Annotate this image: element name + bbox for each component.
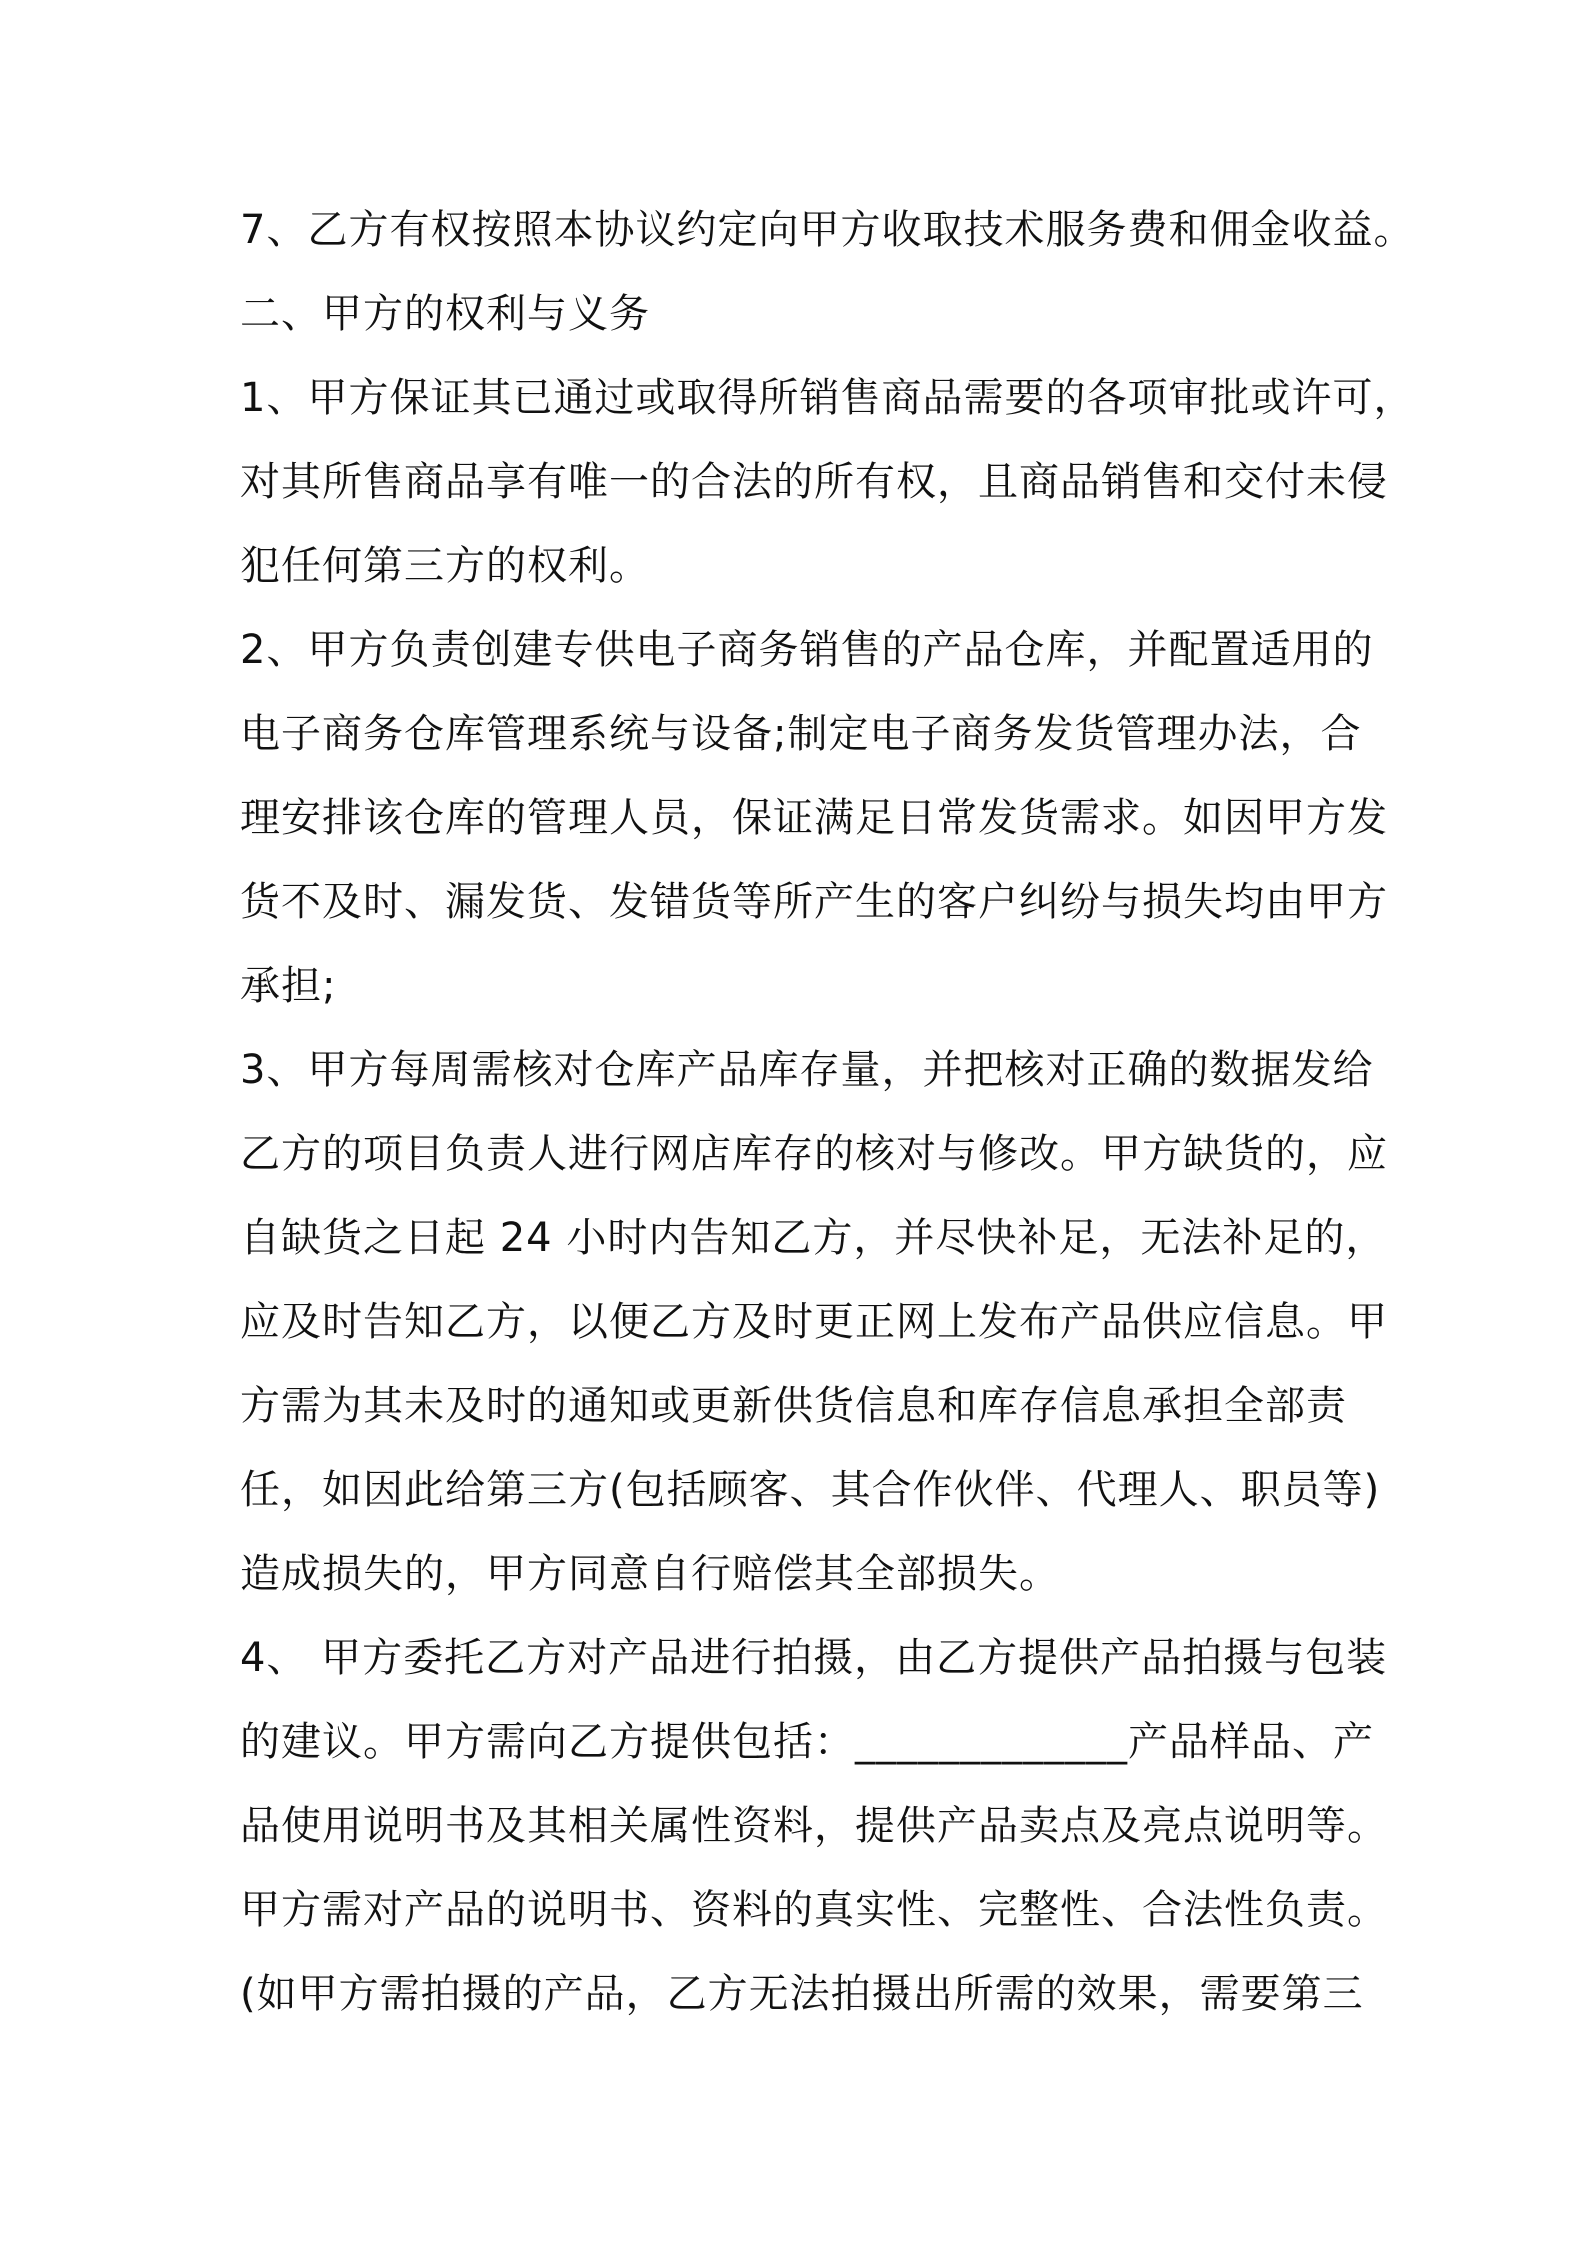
text-line: 方需为其未及时的通知或更新供货信息和库存信息承担全部责 (240, 1383, 1347, 1429)
section-heading: 二、甲方的权利与义务 (240, 291, 650, 337)
text-line: 对其所售商品享有唯一的合法的所有权，且商品销售和交付未侵 (240, 459, 1388, 505)
text-line: 1、甲方保证其已通过或取得所销售商品需要的各项审批或许可， (240, 375, 1415, 421)
document-body (240, 188, 1415, 2036)
text-line: 2、甲方负责创建专供电子商务销售的产品仓库，并配置适用的 (240, 627, 1374, 673)
text-line: 犯任何第三方的权利。 (240, 543, 650, 589)
text-line: 货不及时、漏发货、发错货等所产生的客户纠纷与损失均由甲方 (240, 879, 1388, 925)
text-line: 品使用说明书及其相关属性资料，提供产品卖点及亮点说明等。 (240, 1803, 1388, 1849)
text-line: 4、 甲方委托乙方对产品进行拍摄，由乙方提供产品拍摄与包装 (240, 1635, 1388, 1681)
text-line: 自缺货之日起 24 小时内告知乙方，并尽快补足，无法补足的， (240, 1215, 1387, 1261)
text-line: 任，如因此给第三方(包括顾客、其合作伙伴、代理人、职员等) (240, 1467, 1381, 1513)
text-line: 电子商务仓库管理系统与设备;制定电子商务发货管理办法，合 (240, 711, 1362, 757)
text-line: 承担; (240, 963, 337, 1009)
text-line: 乙方的项目负责人进行网店库存的核对与修改。甲方缺货的，应 (240, 1131, 1388, 1177)
text-line: 理安排该仓库的管理人员，保证满足日常发货需求。如因甲方发 (240, 795, 1388, 841)
text-line: (如甲方需拍摄的产品，乙方无法拍摄出所需的效果，需要第三 (240, 1971, 1364, 2017)
text-line: 应及时告知乙方，以便乙方及时更正网上发布产品供应信息。甲 (240, 1299, 1388, 1345)
text-line: 7、乙方有权按照本协议约定向甲方收取技术服务费和佣金收益。 (240, 207, 1415, 253)
text-line: 造成损失的，甲方同意自行赔偿其全部损失。 (240, 1551, 1060, 1597)
text-line: 3、甲方每周需核对仓库产品库存量，并把核对正确的数据发给 (240, 1047, 1374, 1093)
text-line: 的建议。甲方需向乙方提供包括：_____________产品样品、产 (240, 1719, 1374, 1765)
text-line: 甲方需对产品的说明书、资料的真实性、完整性、合法性负责。 (240, 1887, 1388, 1933)
